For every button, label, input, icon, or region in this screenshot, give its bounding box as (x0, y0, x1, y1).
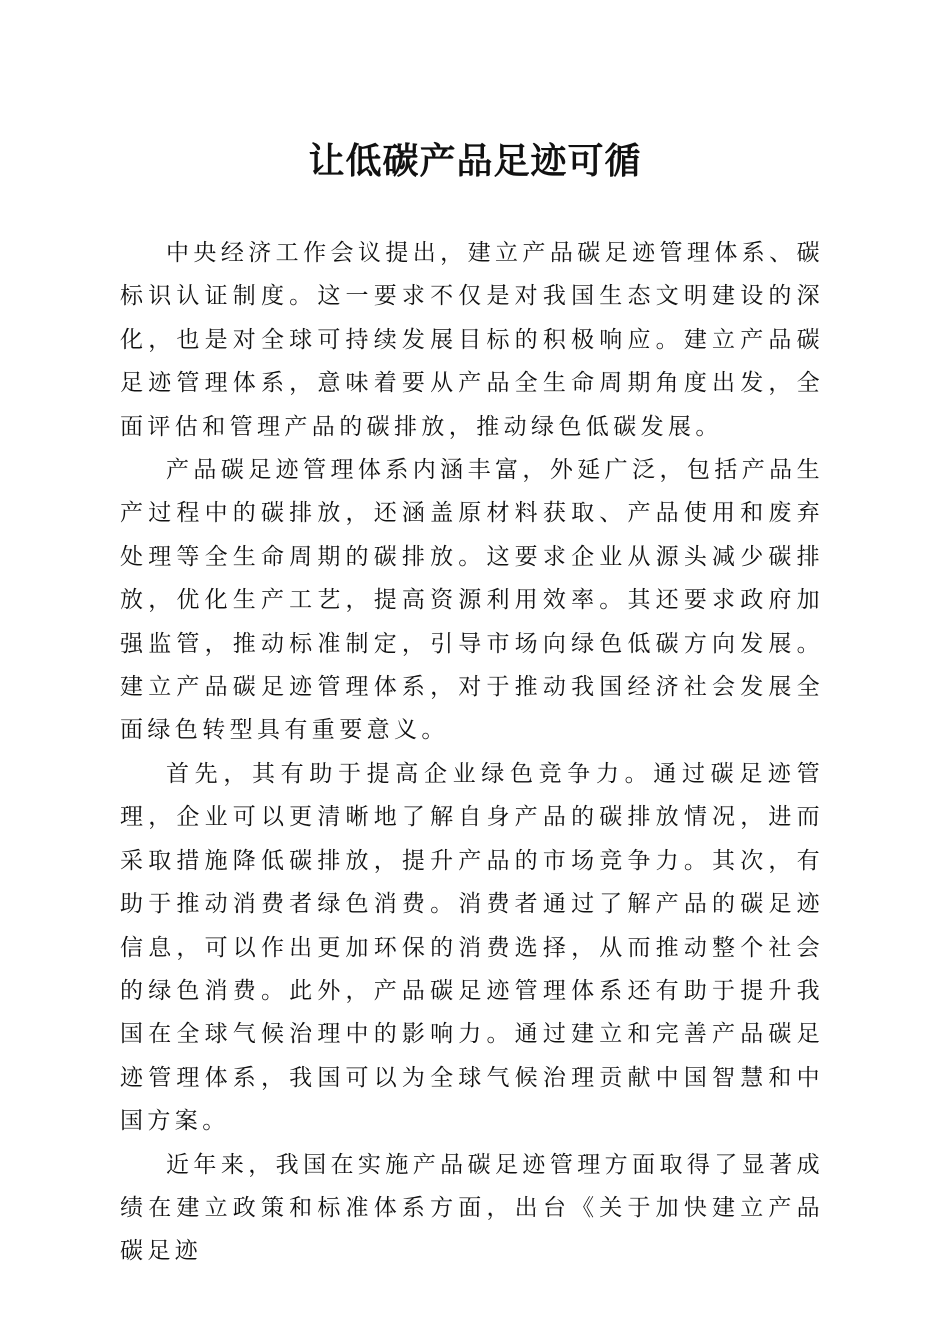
paragraph-4: 近年来，我国在实施产品碳足迹管理方面取得了显著成绩在建立政策和标准体系方面，出台《关于加快建立产品碳足迹 (120, 1151, 824, 1265)
document-body (120, 232, 824, 1265)
document-title: 让低碳产品足迹可循 (308, 140, 642, 182)
paragraph-2: 产品碳足迹管理体系内涵丰富，外延广泛，包括产品生产过程中的碳排放，还涵盖原材料获取、产品使用和废弃处理等全生命周期的碳排放。这要求企业从源头减少碳排放，优化生产工艺，提高资源利用效率。其还要求政府加强监管，推动标准制定，引导市场向绿色低碳方向发展。建立产品碳足迹管理体系，对于推动我国经济社会发展全面绿色转型具有重要意义。 (120, 457, 824, 744)
paragraph-1: 中央经济工作会议提出，建立产品碳足迹管理体系、碳标识认证制度。这一要求不仅是对我国生态文明建设的深化，也是对全球可持续发展目标的积极响应。建立产品碳足迹管理体系，意味着要从产品全生命周期角度出发，全面评估和管理产品的碳排放，推动绿色低碳发展。 (120, 240, 824, 440)
paragraph-3: 首先，其有助于提高企业绿色竞争力。通过碳足迹管理，企业可以更清晰地了解自身产品的碳排放情况，进而采取措施降低碳排放，提升产品的市场竞争力。其次，有助于推动消费者绿色消费。消费者通过了解产品的碳足迹信息，可以作出更加环保的消费选择，从而推动整个社会的绿色消费。此外，产品碳足迹管理体系还有助于提升我国在全球气候治理中的影响力。通过建立和完善产品碳足迹管理体系，我国可以为全球气候治理贡献中国智慧和中国方案。 (120, 760, 824, 1135)
